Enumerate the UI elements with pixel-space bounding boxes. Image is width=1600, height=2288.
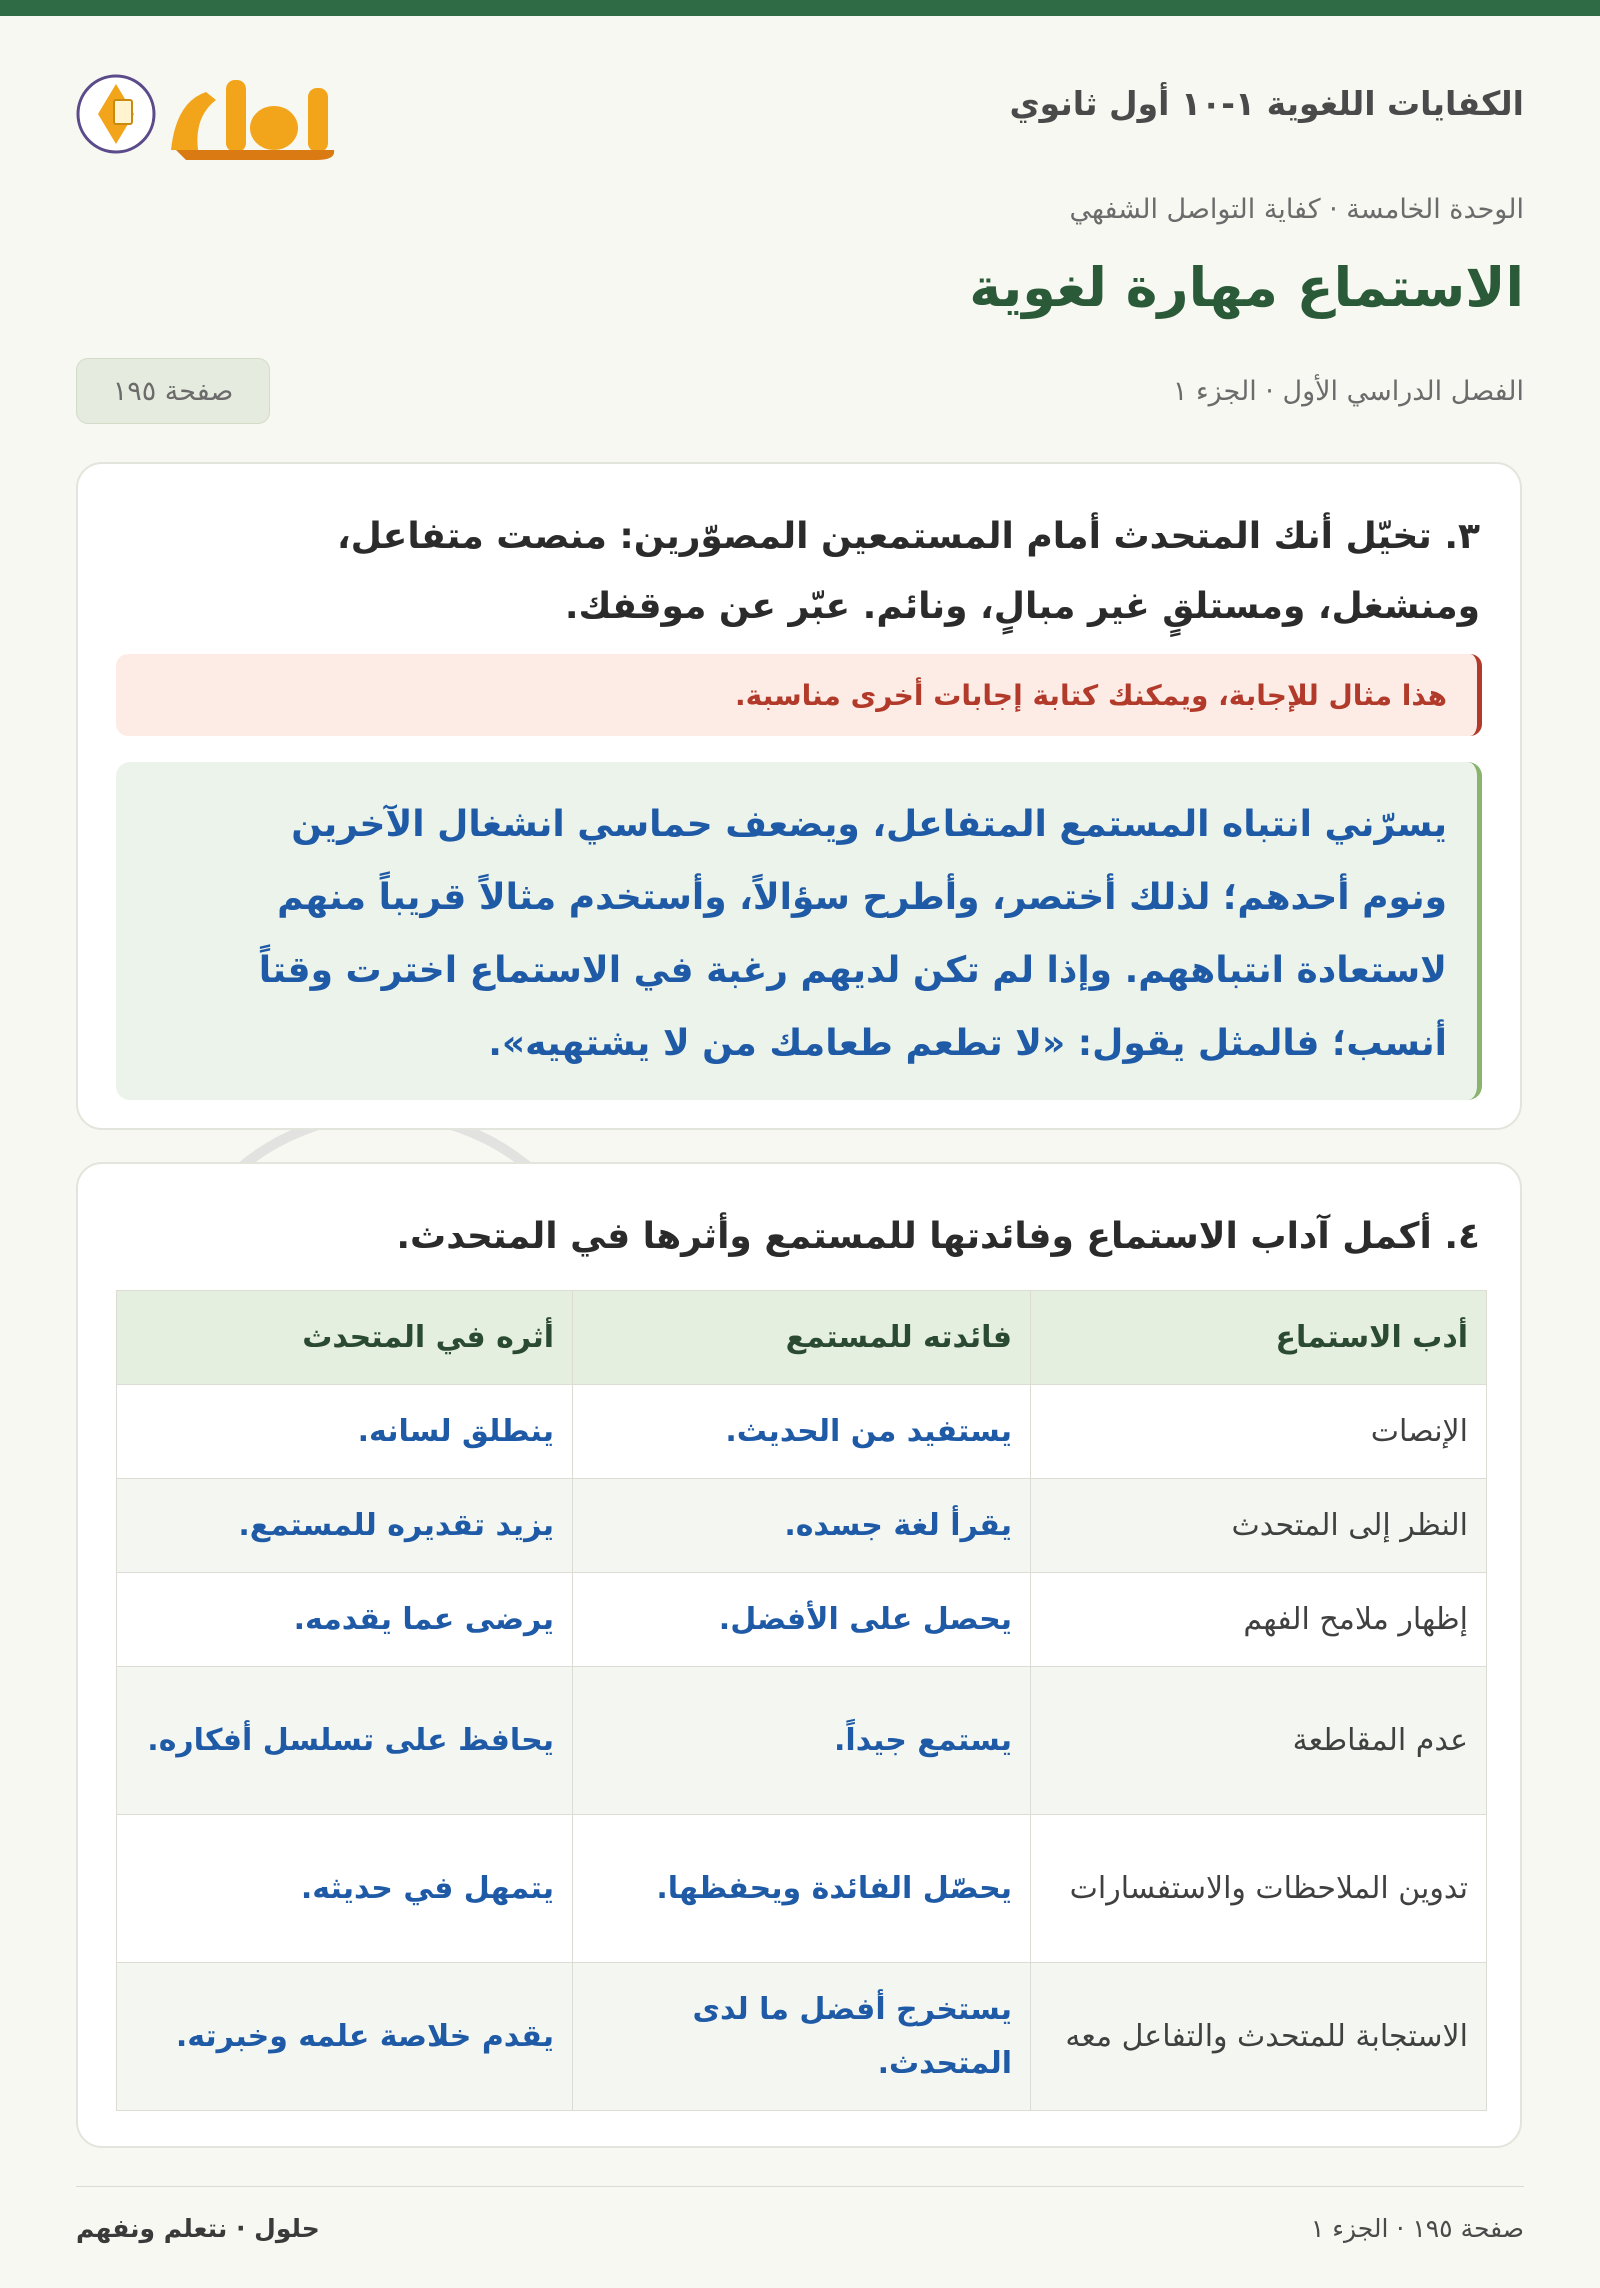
table-row: [117, 1573, 1487, 1667]
page-badge: صفحة ١٩٥: [76, 358, 270, 424]
question-4-card: [76, 1162, 1522, 2148]
footer-brand: حلول · نتعلم ونفهم: [76, 2214, 320, 2243]
table-row: [117, 1479, 1487, 1573]
effect-cell: يحافظ على تسلسل أفكاره.: [117, 1667, 573, 1815]
question-3-line-2: ومنشغل، ومستلقٍ غير مبالٍ، ونائم. عبّر عن موقفك.: [564, 586, 1480, 627]
footer-divider: [76, 2186, 1524, 2187]
question-4-title: ٤. أكمل آداب الاستماع وفائدتها للمستمع وأثرها في المتحدث.: [396, 1216, 1480, 1257]
table-row: [117, 1815, 1487, 1963]
unit-line: الوحدة الخامسة · كفاية التواصل الشفهي: [1069, 194, 1524, 225]
table-row: [117, 1963, 1487, 2111]
answer-note: هذا مثال للإجابة، ويمكنك كتابة إجابات أخرى مناسبة.: [116, 654, 1482, 736]
effect-cell: يقدم خلاصة علمه وخبرته.: [117, 1963, 573, 2111]
etiquette-cell: عدم المقاطعة: [1031, 1667, 1487, 1815]
etiquette-cell: الاستجابة للمتحدث والتفاعل معه: [1031, 1963, 1487, 2111]
top-accent-bar: [0, 0, 1600, 16]
question-3-answer: [116, 762, 1482, 1100]
benefit-cell: يحصل على الأفضل.: [573, 1573, 1031, 1667]
benefit-cell: يستفيد من الحديث.: [573, 1385, 1031, 1479]
benefit-cell: يقرأ لغة جسده.: [573, 1479, 1031, 1573]
etiquette-cell: إظهار ملامح الفهم: [1031, 1573, 1487, 1667]
term-line: الفصل الدراسي الأول · الجزء ١: [1172, 376, 1524, 407]
answer-line: أنسب؛ فالمثل يقول: «لا تطعم طعامك من لا يشتهيه».: [488, 1023, 1447, 1064]
effect-cell: يزيد تقديره للمستمع.: [117, 1479, 573, 1573]
etiquette-cell: الإنصات: [1031, 1385, 1487, 1479]
effect-cell: يتمهل في حديثه.: [117, 1815, 573, 1963]
footer-page-info: صفحة ١٩٥ · الجزء ١: [1310, 2214, 1524, 2243]
question-3-card: [76, 462, 1522, 1130]
column-header-benefit: فائدته للمستمع: [573, 1291, 1031, 1385]
hulul-logo: [76, 62, 346, 162]
question-3-text: [118, 502, 1480, 642]
effect-cell: يرضى عما يقدمه.: [117, 1573, 573, 1667]
column-header-etiquette: أدب الاستماع: [1031, 1291, 1487, 1385]
etiquette-cell: تدوين الملاحظات والاستفسارات: [1031, 1815, 1487, 1963]
answer-line: يسرّني انتباه المستمع المتفاعل، ويضعف حماسي انشغال الآخرين: [291, 804, 1447, 845]
benefit-cell: يحصّل الفائدة ويحفظها.: [573, 1815, 1031, 1963]
question-3-line-1: ٣. تخيّل أنك المتحدث أمام المستمعين المصوّرين: منصت متفاعل،: [336, 516, 1480, 557]
benefit-cell: يستخرج أفضل ما لدى المتحدث.: [573, 1963, 1031, 2111]
etiquette-cell: النظر إلى المتحدث: [1031, 1479, 1487, 1573]
lesson-title: الاستماع مهارة لغوية: [969, 256, 1524, 319]
etiquette-table: [116, 1290, 1487, 2111]
column-header-effect: أثره في المتحدث: [117, 1291, 573, 1385]
answer-line: ونوم أحدهم؛ لذلك أختصر، وأطرح سؤالاً، وأستخدم مثالاً قريباً منهم: [277, 877, 1447, 918]
table-header-row: [117, 1291, 1487, 1385]
effect-cell: ينطلق لسانه.: [117, 1385, 573, 1479]
book-title: الكفايات اللغوية ١-١٠ أول ثانوي: [1009, 84, 1524, 123]
page-header: [76, 62, 1524, 172]
answer-line: لاستعادة انتباههم. وإذا لم تكن لديهم رغبة في الاستماع اخترت وقتاً: [258, 950, 1447, 991]
table-row: [117, 1385, 1487, 1479]
benefit-cell: يستمع جيداً.: [573, 1667, 1031, 1815]
table-row: [117, 1667, 1487, 1815]
